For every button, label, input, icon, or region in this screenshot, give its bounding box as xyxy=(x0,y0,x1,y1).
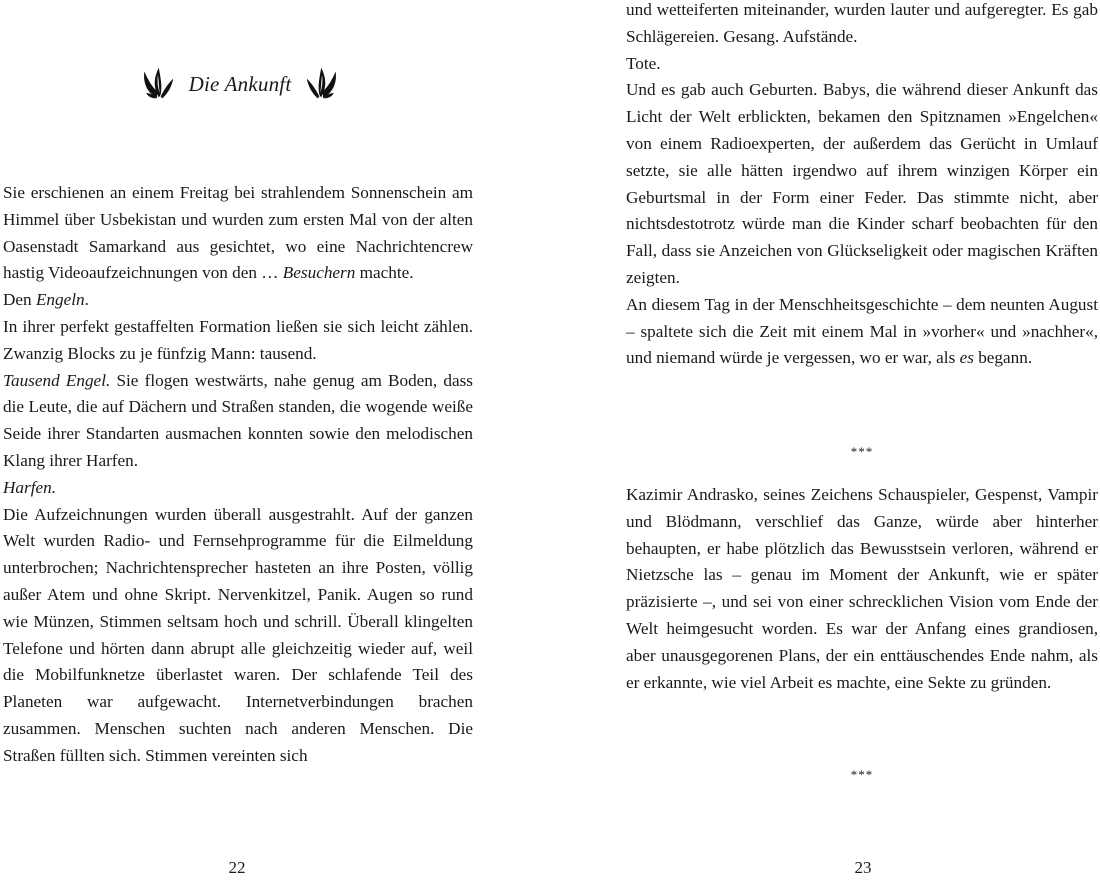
paragraph xyxy=(3,502,473,770)
right-page xyxy=(550,0,1100,880)
left-body-text xyxy=(3,180,473,770)
paragraph xyxy=(626,77,1098,291)
paragraph xyxy=(3,475,473,502)
text-run: begann. xyxy=(973,348,1033,368)
paragraph xyxy=(3,368,473,475)
text-run: Und es gab auch Geburten. Babys, die während dieser Ankunft das Licht der Welt erblickten, bekamen den Spitznamen »Engelchen« von einem Radioexperten, der außerdem das Gerücht in Umlauf setzte, sie alle hätten irgendwo auf ihrem winzigen Körper ein Geburtsmal in der Form einer Feder. Das stimmte nicht, aber nichtsdestotrotz würde man die Kinder scharf beobachten für den Fall, dass sie Anzeichen von Glückseligkeit oder magischen Kräften zeigten. xyxy=(626,80,1098,287)
text-run: Kazimir Andrasko, seines Zeichens Schauspieler, Gespenst, Vampir und Blödmann, verschlief das Ganze, würde aber hinterher behaupten, er habe plötzlich das Bewusstsein verloren, während er Nietzsche las – genau im Moment der Ankunft, wie er später präzisierte –, und sei von einer schrecklichen Vision vom Ende der Welt heimgesucht worden. Es war der Anfang eines grandiosen, aber unausgegorenen Plans, der ein enttäuschendes Ende nahm, als er erkannte, wie viel Arbeit es machte, eine Sekte zu gründen. xyxy=(626,485,1098,692)
page-number-right: 23 xyxy=(854,858,872,877)
paragraph xyxy=(626,0,1098,51)
text-run: Die Aufzeichnungen wurden überall ausgestrahlt. Auf der ganzen Welt wurden Radio- und Fernsehprogramme für die Eilmeldung unterbrochen; Nachrichtensprecher hasteten an ihre Posten, völlig außer Atem und ohne Skript. Nervenkitzel, Panik. Augen so rund wie Münzen, Stimmen seltsam hoch und schrill. Überall klingelten Telefone und hörten dann abrupt alle gleichzeitig wieder auf, weil die Mobilfunknetze überlastet waren. Der schlafende Teil des Planeten war aufgewacht. Internetverbindungen brachen zusammen. Menschen suchten nach anderen Menschen. Die Straßen füllten sich. Stimmen vereinten sich xyxy=(3,504,473,765)
section-separator: *** xyxy=(850,767,874,782)
paragraph xyxy=(626,482,1098,696)
text-run: und wetteiferten miteinander, wurden lauter und aufgeregter. Es gab Schlägereien. Gesang. Aufstände. xyxy=(626,0,1098,46)
text-run: Den xyxy=(3,290,36,310)
paragraph xyxy=(626,292,1098,372)
right-body-text-top xyxy=(626,0,1098,372)
paragraph xyxy=(3,314,473,368)
text-run: An diesem Tag in der Menschheitsgeschichte – dem neunten August – spaltete sich die Zeit mit einem Mal in »vorher« und »nachher«, und niemand würde je vergessen, wo er war, als xyxy=(626,294,1098,368)
text-run: In ihrer perfekt gestaffelten Formation ließen sie sich leicht zählen. Zwanzig Blocks zu je fünfzig Mann: tausend. xyxy=(3,316,473,363)
text-run: Sie erschienen an einem Freitag bei strahlendem Sonnenschein am Himmel über Usbekistan und wurden zum ersten Mal von der alten Oasenstadt Samarkand aus gesichtet, wo eine Nachrichtencrew hastig Videoaufzeichnungen von den … xyxy=(3,183,473,283)
right-body-text-bottom xyxy=(626,482,1098,696)
chapter-heading xyxy=(120,64,360,104)
leaf-flourish-icon xyxy=(139,66,175,102)
text-run: . xyxy=(84,290,89,310)
paragraph xyxy=(3,287,473,314)
text-run: Sie flogen westwärts, nahe genug am Boden, dass die Leute, die auf Dächern und Straßen standen, die wogende weiße Seide ihrer Standarten ausmachen konnten sowie den melodischen Klang ihrer Harfen. xyxy=(3,370,473,470)
italic-text-run: Tausend Engel. xyxy=(3,370,111,390)
leaf-flourish-icon xyxy=(305,66,341,102)
text-run: Tote. xyxy=(626,53,661,73)
paragraph xyxy=(3,180,473,287)
italic-text-run: Engeln xyxy=(35,290,85,310)
italic-text-run: es xyxy=(959,348,974,368)
italic-text-run: Besuchern xyxy=(282,263,356,283)
section-separator: *** xyxy=(850,444,874,459)
chapter-title: Die Ankunft xyxy=(188,71,292,96)
paragraph xyxy=(626,51,1098,78)
italic-text-run: Harfen. xyxy=(3,477,56,497)
page-number-left: 22 xyxy=(228,858,246,877)
text-run: machte. xyxy=(355,263,414,283)
